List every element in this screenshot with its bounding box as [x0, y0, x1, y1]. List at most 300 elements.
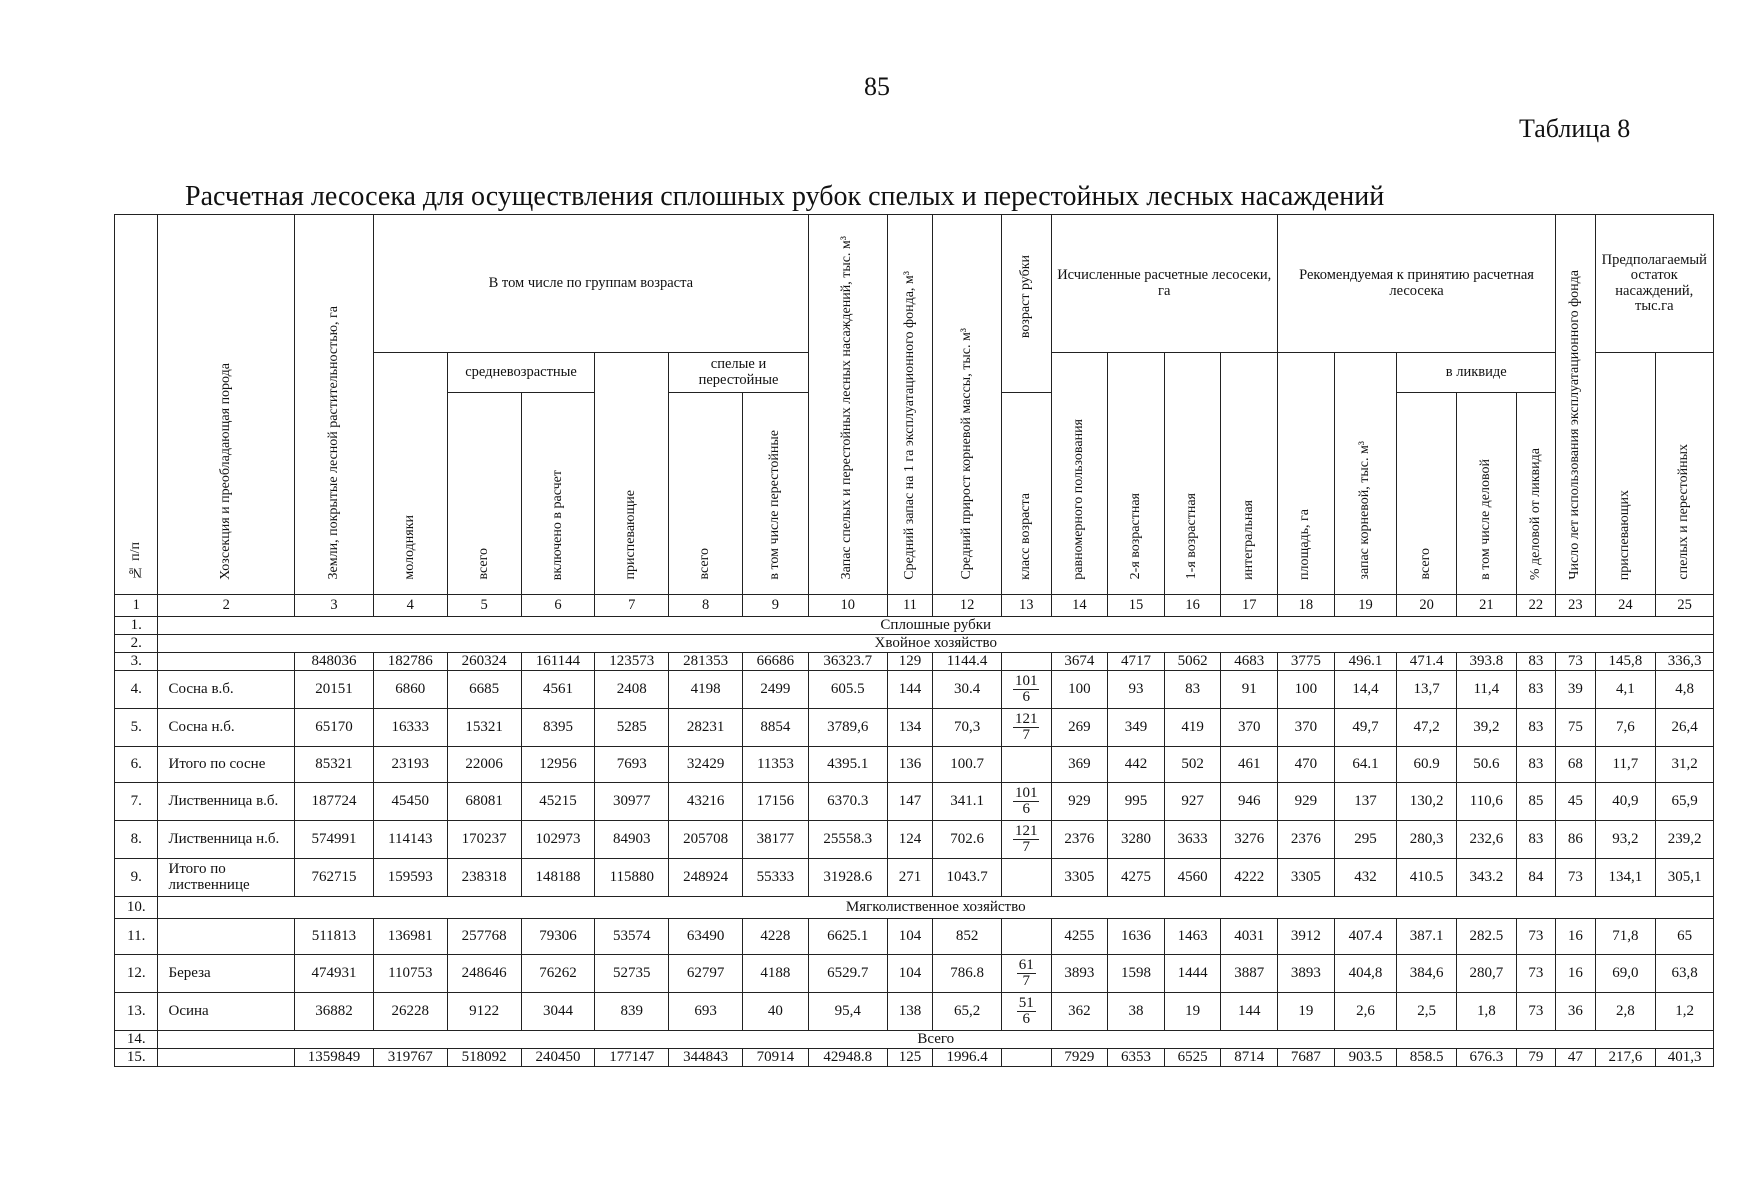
column-number: 8	[669, 595, 743, 617]
cell-value: 70,3	[933, 709, 1002, 747]
cell-value: 474931	[295, 955, 374, 993]
cell-value: 66686	[743, 653, 809, 671]
column-number: 14	[1051, 595, 1108, 617]
age-class-value: 7	[1022, 839, 1030, 855]
age-class-fraction	[1013, 674, 1040, 705]
column-number: 16	[1164, 595, 1221, 617]
age-class-cell	[1001, 747, 1051, 783]
table-row	[115, 821, 1714, 859]
table-row	[115, 859, 1714, 897]
species-name: Сосна в.б.	[158, 671, 295, 709]
column-number: 21	[1456, 595, 1516, 617]
cell-value: 62797	[669, 955, 743, 993]
header-num: № п/п	[115, 215, 158, 595]
row-number: 12.	[115, 955, 158, 993]
cell-value: 83	[1516, 747, 1555, 783]
cell-value: 786.8	[933, 955, 1002, 993]
row-number: 6.	[115, 747, 158, 783]
cell-value: 343.2	[1456, 859, 1516, 897]
cell-value: 4275	[1108, 859, 1165, 897]
cell-value: 502	[1164, 747, 1221, 783]
row-number: 7.	[115, 783, 158, 821]
cell-value: 7687	[1278, 1049, 1335, 1067]
cut-age-value: 101	[1014, 673, 1038, 689]
age-class-cell	[1001, 859, 1051, 897]
age-class-cell	[1001, 955, 1051, 993]
table-row	[115, 635, 1714, 653]
cell-value: 60.9	[1397, 747, 1457, 783]
cell-value: 11,7	[1595, 747, 1656, 783]
cell-value: 6860	[373, 671, 447, 709]
cell-value: 31928.6	[808, 859, 887, 897]
cell-value: 407.4	[1334, 919, 1397, 955]
cell-value: 271	[887, 859, 933, 897]
row-number: 3.	[115, 653, 158, 671]
species-name: Береза	[158, 955, 295, 993]
cell-value: 257768	[447, 919, 521, 955]
table-row	[115, 783, 1714, 821]
cell-value: 100	[1278, 671, 1335, 709]
column-number: 2	[158, 595, 295, 617]
cell-value: 848036	[295, 653, 374, 671]
cell-value: 55333	[743, 859, 809, 897]
cell-value: 1,8	[1456, 993, 1516, 1031]
cell-value: 36323.7	[808, 653, 887, 671]
cut-age-value: 61	[1018, 957, 1034, 973]
cell-value: 47,2	[1397, 709, 1457, 747]
cell-value: 45450	[373, 783, 447, 821]
cell-value: 3633	[1164, 821, 1221, 859]
table-row	[115, 993, 1714, 1031]
cell-value: 137	[1334, 783, 1397, 821]
cell-value: 5285	[595, 709, 669, 747]
cell-value: 68	[1556, 747, 1595, 783]
age-class-fraction	[1013, 824, 1040, 855]
cell-value: 6529.7	[808, 955, 887, 993]
column-number: 4	[373, 595, 447, 617]
cell-value: 839	[595, 993, 669, 1031]
row-number: 1.	[115, 617, 158, 635]
cell-value: 26228	[373, 993, 447, 1031]
section-title: Сплошные рубки	[158, 617, 1714, 635]
header-forest: Хозсекция и преобладающая порода	[158, 215, 295, 595]
cell-value: 280,7	[1456, 955, 1516, 993]
cell-value: 410.5	[1397, 859, 1457, 897]
cell-value: 232,6	[1456, 821, 1516, 859]
header-remain: Предполагаемый остаток насаждений, тыс.га	[1595, 215, 1713, 353]
cell-value: 1,2	[1656, 993, 1714, 1031]
cell-value: 4560	[1164, 859, 1221, 897]
cell-value: 1463	[1164, 919, 1221, 955]
cell-value: 4255	[1051, 919, 1108, 955]
cell-value: 100	[1051, 671, 1108, 709]
cell-value: 124	[887, 821, 933, 859]
cell-value: 22006	[447, 747, 521, 783]
cell-value: 3887	[1221, 955, 1278, 993]
species-name	[158, 919, 295, 955]
age-class-value: 7	[1022, 727, 1030, 743]
cell-value: 238318	[447, 859, 521, 897]
age-class-fraction	[1013, 786, 1040, 817]
cell-value: 471.4	[1397, 653, 1457, 671]
header-uniform: равномерного пользования	[1051, 353, 1108, 595]
cell-value: 69,0	[1595, 955, 1656, 993]
cell-value: 511813	[295, 919, 374, 955]
cell-value: 1043.7	[933, 859, 1002, 897]
cell-value: 114143	[373, 821, 447, 859]
cell-value: 3674	[1051, 653, 1108, 671]
table-row	[115, 897, 1714, 919]
column-number: 23	[1556, 595, 1595, 617]
cell-value: 3305	[1278, 859, 1335, 897]
row-number: 4.	[115, 671, 158, 709]
header-liq-total: всего	[1397, 393, 1457, 595]
table-row	[115, 671, 1714, 709]
cut-age-value: 121	[1014, 711, 1038, 727]
cell-value: 93,2	[1595, 821, 1656, 859]
cell-value: 63,8	[1656, 955, 1714, 993]
cell-value: 43216	[669, 783, 743, 821]
species-name	[158, 1049, 295, 1067]
column-number: 19	[1334, 595, 1397, 617]
section-title: Всего	[158, 1031, 1714, 1049]
cut-age-value: 101	[1014, 785, 1038, 801]
cell-value: 182786	[373, 653, 447, 671]
cell-value: 85321	[295, 747, 374, 783]
cell-value: 432	[1334, 859, 1397, 897]
cell-value: 4683	[1221, 653, 1278, 671]
age-class-value: 7	[1022, 973, 1030, 989]
cell-value: 36	[1556, 993, 1595, 1031]
cell-value: 2499	[743, 671, 809, 709]
cell-value: 239,2	[1656, 821, 1714, 859]
row-number: 13.	[115, 993, 158, 1031]
cell-value: 23193	[373, 747, 447, 783]
header-liq-pct: % деловой от ликвида	[1516, 393, 1555, 595]
cell-value: 147	[887, 783, 933, 821]
species-name: Итого по сосне	[158, 747, 295, 783]
cell-value: 349	[1108, 709, 1165, 747]
cell-value: 2376	[1278, 821, 1335, 859]
cell-value: 148188	[521, 859, 595, 897]
header-remain-premature: приспевающих	[1595, 353, 1656, 595]
age-class-fraction	[1013, 712, 1040, 743]
cell-value: 946	[1221, 783, 1278, 821]
cell-value: 73	[1556, 653, 1595, 671]
table-row	[115, 1049, 1714, 1067]
header-cut-age: возраст рубки	[1001, 215, 1051, 393]
cell-value: 73	[1556, 859, 1595, 897]
column-number: 1	[115, 595, 158, 617]
cell-value: 52735	[595, 955, 669, 993]
column-number-row	[115, 595, 1714, 617]
cell-value: 79	[1516, 1049, 1555, 1067]
age-class-value: 6	[1022, 1011, 1030, 1027]
cell-value: 248924	[669, 859, 743, 897]
cell-value: 19	[1164, 993, 1221, 1031]
cell-value: 50.6	[1456, 747, 1516, 783]
cell-value: 4188	[743, 955, 809, 993]
cell-value: 702.6	[933, 821, 1002, 859]
cell-value: 3305	[1051, 859, 1108, 897]
cell-value: 1444	[1164, 955, 1221, 993]
cell-value: 1359849	[295, 1049, 374, 1067]
cell-value: 93	[1108, 671, 1165, 709]
cell-value: 75	[1556, 709, 1595, 747]
header-age1: 1-я возрастная	[1164, 353, 1221, 595]
column-number: 7	[595, 595, 669, 617]
cut-age-value: 51	[1018, 995, 1034, 1011]
age-class-cell	[1001, 783, 1051, 821]
table-body	[115, 617, 1714, 1067]
cell-value: 11,4	[1456, 671, 1516, 709]
cell-value: 47	[1556, 1049, 1595, 1067]
cell-value: 123573	[595, 653, 669, 671]
header-root-stock: запас корневой, тыс. м³	[1334, 353, 1397, 595]
cell-value: 73	[1516, 955, 1555, 993]
header-middle-incl: включено в расчет	[521, 393, 595, 595]
cell-value: 269	[1051, 709, 1108, 747]
header-age2: 2-я возрастная	[1108, 353, 1165, 595]
row-number: 15.	[115, 1049, 158, 1067]
table-row	[115, 617, 1714, 635]
cell-value: 852	[933, 919, 1002, 955]
cell-value: 110753	[373, 955, 447, 993]
cell-value: 38177	[743, 821, 809, 859]
cell-value: 2,8	[1595, 993, 1656, 1031]
cell-value: 136	[887, 747, 933, 783]
row-number: 5.	[115, 709, 158, 747]
table-row	[115, 919, 1714, 955]
cut-age-value: 121	[1014, 823, 1038, 839]
cell-value: 404,8	[1334, 955, 1397, 993]
cell-value: 19	[1278, 993, 1335, 1031]
cell-value: 14,4	[1334, 671, 1397, 709]
cell-value: 7,6	[1595, 709, 1656, 747]
cell-value: 3044	[521, 993, 595, 1031]
cell-value: 393.8	[1456, 653, 1516, 671]
cell-value: 30977	[595, 783, 669, 821]
cell-value: 762715	[295, 859, 374, 897]
species-name: Осина	[158, 993, 295, 1031]
cell-value: 161144	[521, 653, 595, 671]
cell-value: 4717	[1108, 653, 1165, 671]
table-row	[115, 1031, 1714, 1049]
cell-value: 496.1	[1334, 653, 1397, 671]
cell-value: 341.1	[933, 783, 1002, 821]
age-class-value: 6	[1022, 689, 1030, 705]
cell-value: 40	[743, 993, 809, 1031]
table-title: Расчетная лесосека для осуществления сплошных рубок спелых и перестойных лесных насаждений	[185, 181, 1385, 212]
header-years: Число лет использования эксплуатационного фонда	[1556, 215, 1595, 595]
cell-value: 384,6	[1397, 955, 1457, 993]
cell-value: 295	[1334, 821, 1397, 859]
cell-value: 6685	[447, 671, 521, 709]
cell-value: 1598	[1108, 955, 1165, 993]
cell-value: 40,9	[1595, 783, 1656, 821]
cell-value: 138	[887, 993, 933, 1031]
cell-value: 929	[1278, 783, 1335, 821]
cell-value: 217,6	[1595, 1049, 1656, 1067]
cell-value: 42948.8	[808, 1049, 887, 1067]
cell-value: 53574	[595, 919, 669, 955]
cell-value: 1636	[1108, 919, 1165, 955]
cell-value: 7929	[1051, 1049, 1108, 1067]
cell-value: 7693	[595, 747, 669, 783]
species-name	[158, 653, 295, 671]
column-number: 25	[1656, 595, 1714, 617]
cell-value: 282.5	[1456, 919, 1516, 955]
cell-value: 36882	[295, 993, 374, 1031]
cell-value: 419	[1164, 709, 1221, 747]
cell-value: 2376	[1051, 821, 1108, 859]
cell-value: 6353	[1108, 1049, 1165, 1067]
header-rec-cut: Рекомендуемая к принятию расчетная лесосека	[1278, 215, 1556, 353]
row-number: 8.	[115, 821, 158, 859]
header-middle: средневозрастные	[447, 353, 595, 393]
cell-value: 86	[1556, 821, 1595, 859]
age-class-cell	[1001, 1049, 1051, 1067]
cell-value: 30.4	[933, 671, 1002, 709]
cell-value: 3280	[1108, 821, 1165, 859]
cell-value: 676.3	[1456, 1049, 1516, 1067]
cell-value: 95,4	[808, 993, 887, 1031]
cell-value: 79306	[521, 919, 595, 955]
column-number: 11	[887, 595, 933, 617]
cell-value: 115880	[595, 859, 669, 897]
row-number: 11.	[115, 919, 158, 955]
column-number: 18	[1278, 595, 1335, 617]
cell-value: 518092	[447, 1049, 521, 1067]
cell-value: 3893	[1278, 955, 1335, 993]
cell-value: 1996.4	[933, 1049, 1002, 1067]
cell-value: 1144.4	[933, 653, 1002, 671]
cell-value: 6625.1	[808, 919, 887, 955]
table-row	[115, 653, 1714, 671]
section-title: Хвойное хозяйство	[158, 635, 1714, 653]
cell-value: 49,7	[1334, 709, 1397, 747]
cell-value: 65,9	[1656, 783, 1714, 821]
header-young: молодняки	[373, 353, 447, 595]
age-class-cell	[1001, 671, 1051, 709]
cell-value: 32429	[669, 747, 743, 783]
cell-value: 369	[1051, 747, 1108, 783]
header-mature-total: всего	[669, 393, 743, 595]
cell-value: 8714	[1221, 1049, 1278, 1067]
cell-value: 129	[887, 653, 933, 671]
species-name: Лиственница в.б.	[158, 783, 295, 821]
cell-value: 16333	[373, 709, 447, 747]
header-integral: интегральная	[1221, 353, 1278, 595]
cell-value: 995	[1108, 783, 1165, 821]
cell-value: 83	[1516, 671, 1555, 709]
cell-value: 370	[1221, 709, 1278, 747]
header-age-groups: В том числе по группам возраста	[373, 215, 808, 353]
cell-value: 205708	[669, 821, 743, 859]
row-number: 2.	[115, 635, 158, 653]
cell-value: 2,5	[1397, 993, 1457, 1031]
age-class-cell	[1001, 821, 1051, 859]
cell-value: 693	[669, 993, 743, 1031]
header-growth: Средний прирост корневой массы, тыс. м³	[933, 215, 1002, 595]
header-stock: Запас спелых и перестойных лесных насаждений, тыс. м³	[808, 215, 887, 595]
cell-value: 83	[1516, 821, 1555, 859]
cell-value: 159593	[373, 859, 447, 897]
cell-value: 13,7	[1397, 671, 1457, 709]
column-number: 10	[808, 595, 887, 617]
table-row	[115, 955, 1714, 993]
cell-value: 387.1	[1397, 919, 1457, 955]
cell-value: 461	[1221, 747, 1278, 783]
cell-value: 26,4	[1656, 709, 1714, 747]
species-name: Лиственница н.б.	[158, 821, 295, 859]
cell-value: 102973	[521, 821, 595, 859]
cell-value: 248646	[447, 955, 521, 993]
cell-value: 16	[1556, 919, 1595, 955]
cell-value: 144	[1221, 993, 1278, 1031]
column-number: 5	[447, 595, 521, 617]
cell-value: 110,6	[1456, 783, 1516, 821]
row-number: 10.	[115, 897, 158, 919]
cell-value: 63490	[669, 919, 743, 955]
header-calc-cut: Исчисленные расчетные лесосеки, га	[1051, 215, 1278, 353]
header-middle-total: всего	[447, 393, 521, 595]
cell-value: 3912	[1278, 919, 1335, 955]
cell-value: 145,8	[1595, 653, 1656, 671]
column-number: 24	[1595, 595, 1656, 617]
section-title: Мягколиственное хозяйство	[158, 897, 1714, 919]
cell-value: 73	[1516, 919, 1555, 955]
header-liq-business: в том числе деловой	[1456, 393, 1516, 595]
age-class-value: 6	[1022, 801, 1030, 817]
cell-value: 64.1	[1334, 747, 1397, 783]
cell-value: 605.5	[808, 671, 887, 709]
cell-value: 65	[1656, 919, 1714, 955]
cell-value: 4228	[743, 919, 809, 955]
cell-value: 401,3	[1656, 1049, 1714, 1067]
cell-value: 6370.3	[808, 783, 887, 821]
cell-value: 574991	[295, 821, 374, 859]
cell-value: 68081	[447, 783, 521, 821]
table-label: Таблица 8	[1519, 114, 1631, 143]
header-remain-mature: спелых и перестойных	[1656, 353, 1714, 595]
cell-value: 4198	[669, 671, 743, 709]
forest-cut-table	[114, 214, 1714, 1067]
cell-value: 858.5	[1397, 1049, 1457, 1067]
column-number: 13	[1001, 595, 1051, 617]
cell-value: 5062	[1164, 653, 1221, 671]
cell-value: 45	[1556, 783, 1595, 821]
cell-value: 442	[1108, 747, 1165, 783]
cell-value: 100.7	[933, 747, 1002, 783]
column-number: 6	[521, 595, 595, 617]
cell-value: 8854	[743, 709, 809, 747]
age-class-cell	[1001, 709, 1051, 747]
cell-value: 73	[1516, 993, 1555, 1031]
cell-value: 4561	[521, 671, 595, 709]
cell-value: 28231	[669, 709, 743, 747]
cell-value: 83	[1516, 653, 1555, 671]
cell-value: 85	[1516, 783, 1555, 821]
header-mature: спелые и перестойные	[669, 353, 809, 393]
cell-value: 370	[1278, 709, 1335, 747]
cell-value: 3775	[1278, 653, 1335, 671]
cell-value: 470	[1278, 747, 1335, 783]
cell-value: 362	[1051, 993, 1108, 1031]
row-number: 9.	[115, 859, 158, 897]
cell-value: 336,3	[1656, 653, 1714, 671]
page-number: 85	[864, 72, 890, 101]
